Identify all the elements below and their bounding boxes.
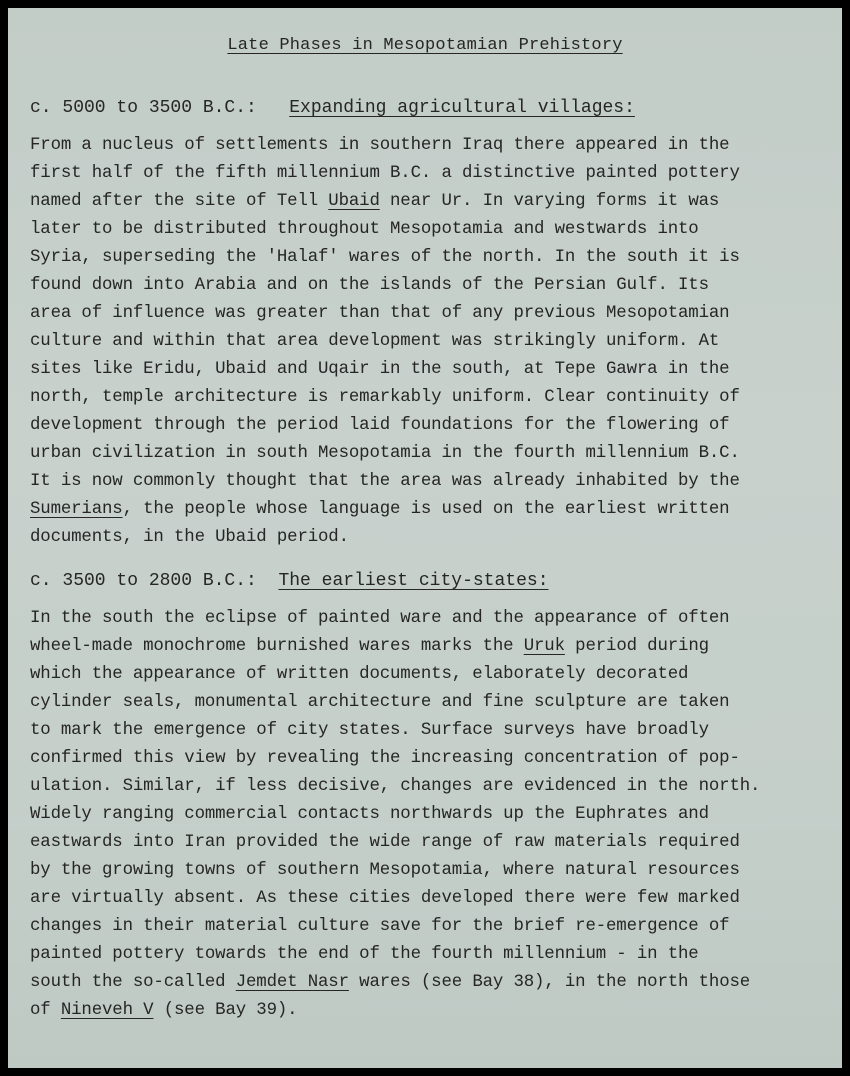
text-line bbox=[30, 885, 830, 913]
line-text: confirmed this view by revealing the increasing concentration of pop- bbox=[30, 749, 740, 768]
page-title: Late Phases in Mesopotamian Prehistory bbox=[227, 36, 623, 55]
text-line bbox=[30, 801, 830, 829]
line-text: which the appearance of written documents, elaborately decorated bbox=[30, 665, 689, 684]
text-line bbox=[30, 745, 830, 773]
text-line bbox=[30, 829, 830, 857]
line-text: (see Bay 39). bbox=[153, 1001, 298, 1020]
line-text: cylinder seals, monumental architecture and fine sculpture are taken bbox=[30, 693, 730, 712]
text-line bbox=[30, 661, 830, 689]
section-1-date: c. 5000 to 3500 B.C.: bbox=[30, 98, 257, 118]
typed-page bbox=[8, 8, 842, 1068]
underlined-term: Jemdet Nasr bbox=[235, 973, 349, 992]
text-line bbox=[30, 160, 830, 188]
line-text: period during bbox=[564, 637, 709, 656]
text-line bbox=[30, 244, 830, 272]
text-line bbox=[30, 412, 830, 440]
line-text: In the south the eclipse of painted ware and the appearance of often bbox=[30, 609, 730, 628]
text-line bbox=[30, 440, 830, 468]
line-text: sites like Eridu, Ubaid and Uqair in the south, at Tepe Gawra in the bbox=[30, 360, 730, 379]
line-text: urban civilization in south Mesopotamia in the fourth millennium B.C. bbox=[30, 444, 740, 463]
underlined-term: Nineveh V bbox=[60, 1001, 154, 1020]
section-2-title: The earliest city-states: bbox=[278, 571, 549, 591]
text-line bbox=[30, 997, 830, 1025]
section-heading-2 bbox=[30, 571, 549, 591]
line-text: changes in their material culture save for the brief re-emergence of bbox=[30, 917, 730, 936]
text-line bbox=[30, 633, 830, 661]
line-text: It is now commonly thought that the area was already inhabited by the bbox=[30, 472, 740, 491]
line-text: culture and within that area development was strikingly uniform. At bbox=[30, 332, 720, 351]
text-line bbox=[30, 132, 830, 160]
text-line bbox=[30, 857, 830, 885]
line-text: named after the site of Tell bbox=[30, 192, 329, 211]
line-text: near Ur. In varying forms it was bbox=[379, 192, 720, 211]
line-text: first half of the fifth millennium B.C. a distinctive painted pottery bbox=[30, 164, 740, 183]
underlined-term: Ubaid bbox=[328, 192, 380, 211]
text-line bbox=[30, 913, 830, 941]
line-text: wheel-made monochrome burnished wares marks the bbox=[30, 637, 524, 656]
underlined-term: Sumerians bbox=[30, 500, 123, 519]
text-line bbox=[30, 188, 830, 216]
text-line bbox=[30, 356, 830, 384]
section-1-paragraph bbox=[30, 132, 830, 552]
section-1-title: Expanding agricultural villages: bbox=[289, 98, 635, 118]
line-text: later to be distributed throughout Mesopotamia and westwards into bbox=[30, 220, 699, 239]
underlined-term: Uruk bbox=[523, 637, 565, 656]
line-text: wares (see Bay 38), in the north those bbox=[348, 973, 751, 992]
line-text: Widely ranging commercial contacts northwards up the Euphrates and bbox=[30, 805, 709, 824]
text-line bbox=[30, 272, 830, 300]
text-line bbox=[30, 468, 830, 496]
text-line bbox=[30, 524, 830, 552]
line-text: Syria, superseding the 'Halaf' wares of the north. In the south it is bbox=[30, 248, 740, 267]
section-heading-1 bbox=[30, 98, 635, 118]
section-2-date: c. 3500 to 2800 B.C.: bbox=[30, 571, 257, 591]
line-text: documents, in the Ubaid period. bbox=[30, 528, 349, 547]
text-line bbox=[30, 384, 830, 412]
section-2-paragraph bbox=[30, 605, 830, 1025]
line-text: , the people whose language is used on the earliest written bbox=[122, 500, 730, 519]
line-text: development through the period laid foundations for the flowering of bbox=[30, 416, 730, 435]
text-line bbox=[30, 216, 830, 244]
line-text: of bbox=[30, 1001, 61, 1020]
line-text: From a nucleus of settlements in southern Iraq there appeared in the bbox=[30, 136, 730, 155]
line-text: ulation. Similar, if less decisive, changes are evidenced in the north. bbox=[30, 777, 761, 796]
line-text: to mark the emergence of city states. Surface surveys have broadly bbox=[30, 721, 709, 740]
line-text: by the growing towns of southern Mesopotamia, where natural resources bbox=[30, 861, 740, 880]
line-text: north, temple architecture is remarkably uniform. Clear continuity of bbox=[30, 388, 740, 407]
text-line bbox=[30, 969, 830, 997]
text-line bbox=[30, 328, 830, 356]
text-line bbox=[30, 496, 830, 524]
line-text: area of influence was greater than that of any previous Mesopotamian bbox=[30, 304, 730, 323]
line-text: are virtually absent. As these cities developed there were few marked bbox=[30, 889, 740, 908]
text-line bbox=[30, 941, 830, 969]
text-line bbox=[30, 300, 830, 328]
line-text: eastwards into Iran provided the wide range of raw materials required bbox=[30, 833, 740, 852]
line-text: south the so-called bbox=[30, 973, 236, 992]
text-line bbox=[30, 717, 830, 745]
line-text: painted pottery towards the end of the fourth millennium - in the bbox=[30, 945, 699, 964]
text-line bbox=[30, 773, 830, 801]
text-line bbox=[30, 605, 830, 633]
text-line bbox=[30, 689, 830, 717]
line-text: found down into Arabia and on the islands of the Persian Gulf. Its bbox=[30, 276, 709, 295]
